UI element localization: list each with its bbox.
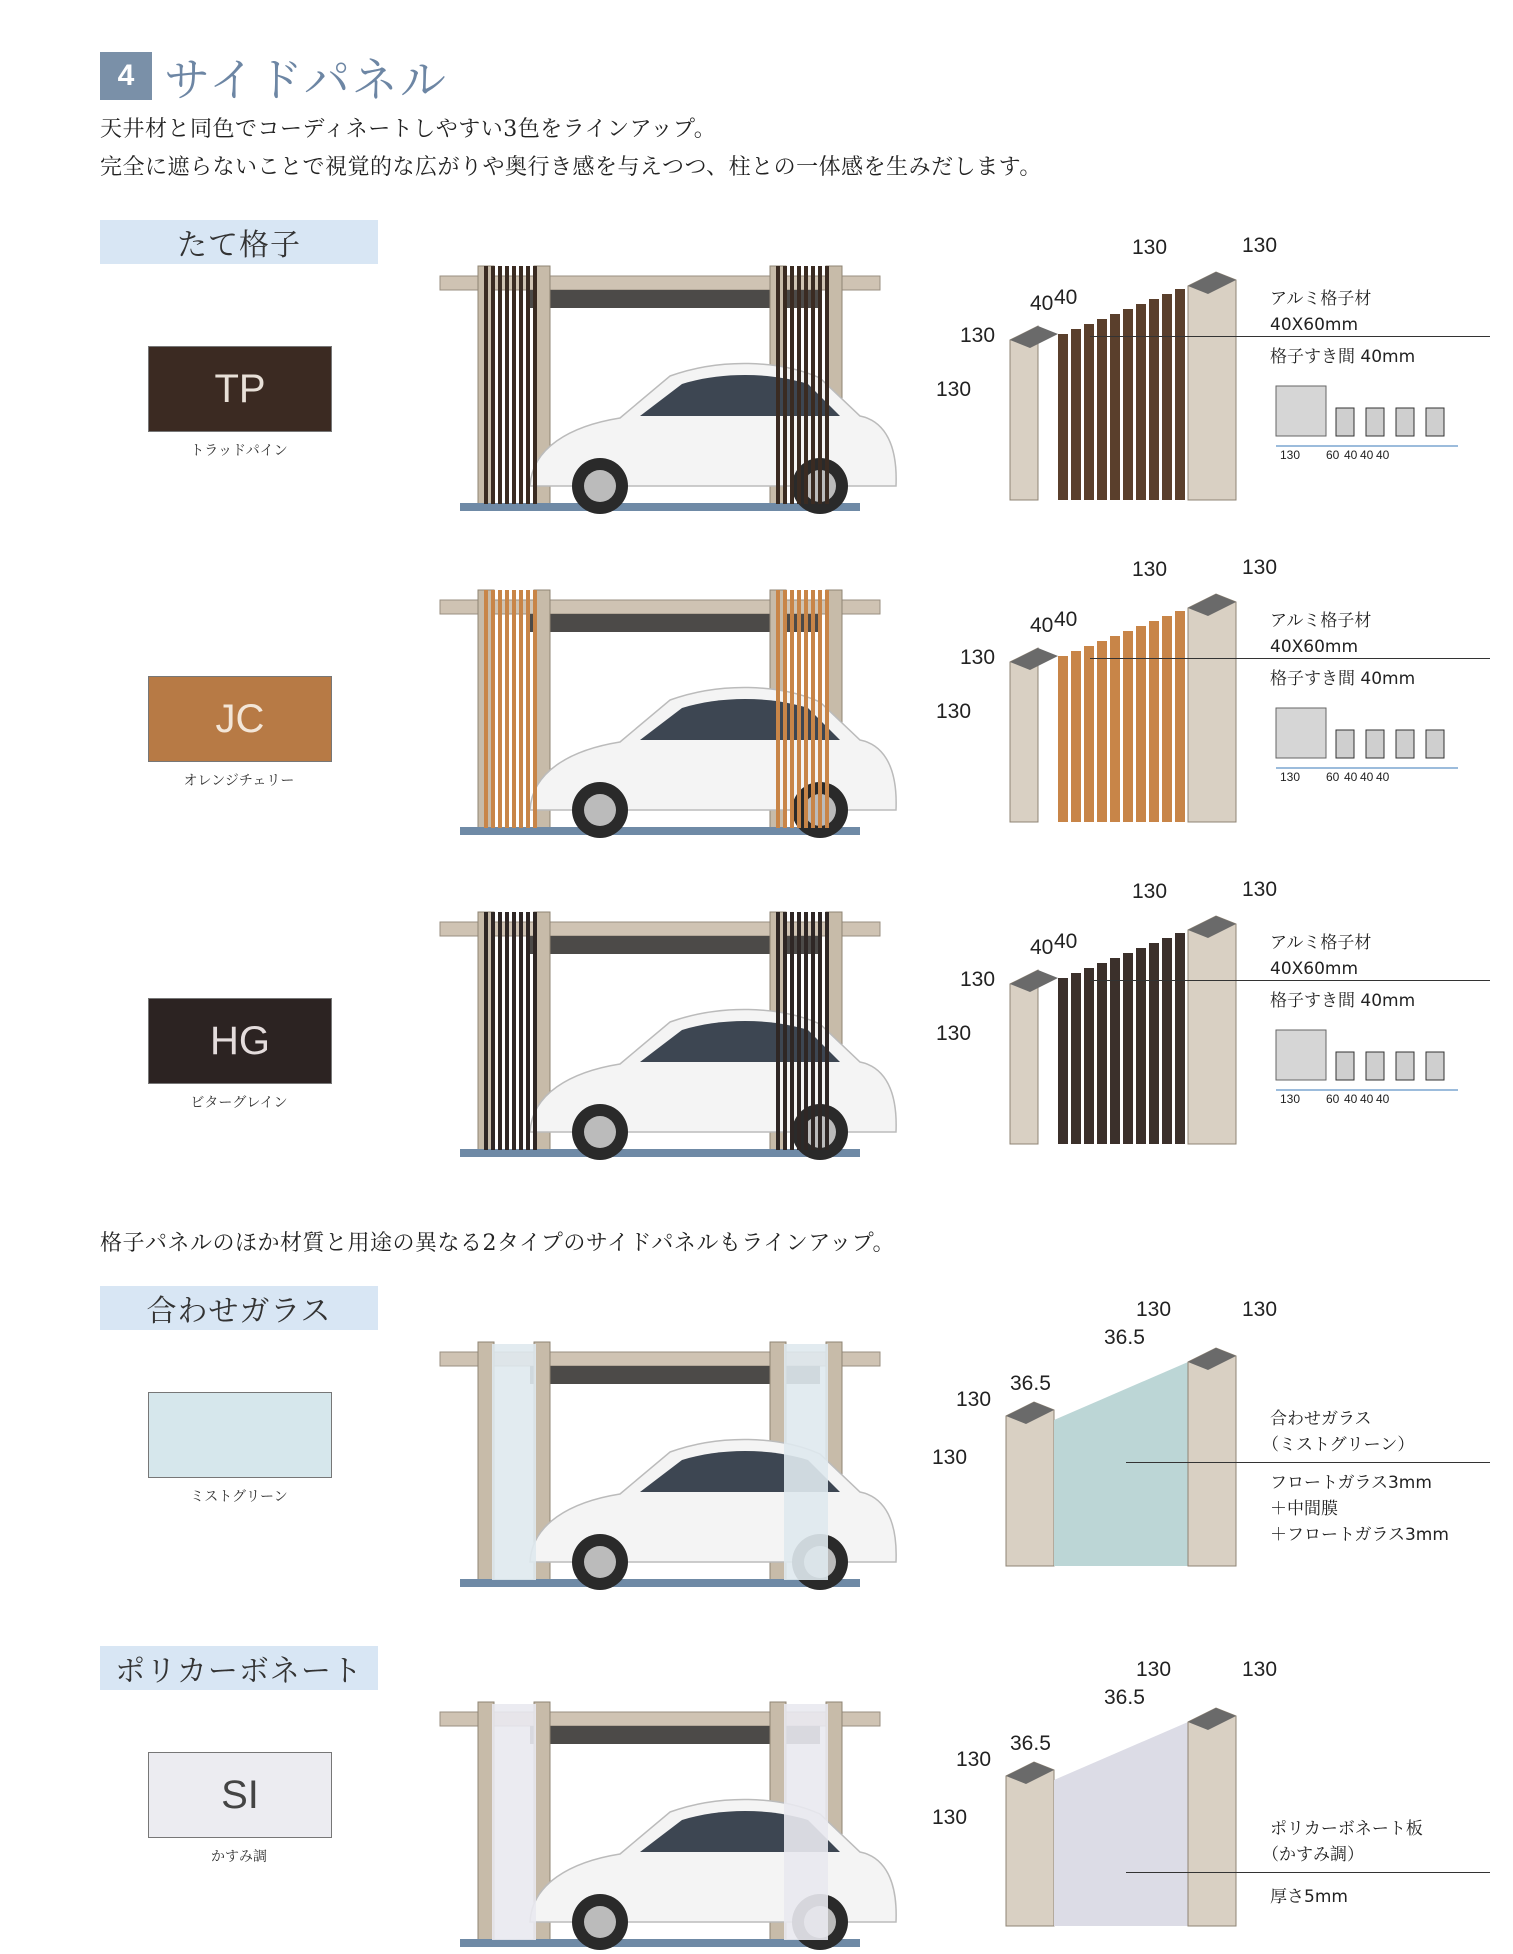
swatch-caption-hg: ビターグレイン bbox=[190, 1095, 288, 1111]
intro-line-2: 完全に遮らないことで視覚的な広がりや奥行き感を与えつつ、柱との一体感を生みだします。 bbox=[100, 155, 1042, 180]
right-post bbox=[1188, 916, 1236, 1144]
material-size: 40X60mm bbox=[1270, 315, 1359, 335]
lattice-slat bbox=[1058, 978, 1068, 1144]
lattice-slat bbox=[1123, 631, 1133, 822]
second-intro: 格子パネルのほか材質と用途の異なる2タイプのサイドパネルもラインアップ。 bbox=[100, 1231, 895, 1256]
lattice-slat bbox=[484, 590, 488, 828]
dim-slat-a: 40 bbox=[1030, 292, 1054, 315]
scale-legend-tp bbox=[1268, 378, 1468, 468]
swatch-caption-poly: かすみ調 bbox=[211, 1849, 267, 1865]
intro-line-1: 天井材と同色でコーディネートしやすい3色をラインアップ。 bbox=[100, 117, 717, 142]
lattice-slat bbox=[1123, 953, 1133, 1144]
lattice-slat bbox=[526, 590, 530, 828]
scale-40a: 40 bbox=[1344, 448, 1358, 462]
lattice-slat bbox=[498, 912, 502, 1150]
lattice-slat bbox=[498, 590, 502, 828]
lattice-slat bbox=[1110, 636, 1120, 822]
dim-slat-b: 40 bbox=[1054, 286, 1078, 309]
lattice-slat bbox=[533, 912, 537, 1150]
lattice-slat bbox=[519, 266, 523, 504]
scale-60: 60 bbox=[1326, 448, 1340, 462]
material-label: アルミ格子材 bbox=[1270, 289, 1372, 309]
lattice-slat bbox=[1097, 963, 1107, 1144]
scale-40b: 40 bbox=[1360, 1092, 1374, 1106]
dim-post-d: 130 bbox=[1242, 878, 1278, 901]
lattice-slat bbox=[790, 590, 794, 828]
slat-section bbox=[1426, 730, 1444, 758]
lattice-slat bbox=[533, 266, 537, 504]
dim-post-d: 130 bbox=[1242, 1658, 1278, 1681]
poly-note-1: ポリカーボネート板 bbox=[1270, 1819, 1423, 1839]
lattice-slat bbox=[1136, 304, 1146, 500]
lattice-slat bbox=[1084, 968, 1094, 1144]
dim-offset-top: 36.5 bbox=[1104, 1686, 1145, 1709]
lattice-slat bbox=[1149, 299, 1159, 500]
lattice-slat bbox=[526, 912, 530, 1150]
left-post bbox=[478, 1702, 494, 1942]
dim-post-w: 130 bbox=[1132, 880, 1168, 903]
dim-post-w: 130 bbox=[1136, 1298, 1172, 1321]
slat-section bbox=[1336, 408, 1354, 436]
lattice-slat bbox=[491, 266, 495, 504]
left-post bbox=[1006, 1402, 1054, 1566]
lattice-slat bbox=[498, 266, 502, 504]
lattice-slat bbox=[825, 912, 829, 1150]
lattice-slat bbox=[797, 590, 801, 828]
lattice-slat bbox=[1149, 943, 1159, 1144]
poly-drawing bbox=[930, 1656, 1490, 1936]
poly-diagram bbox=[930, 1656, 1490, 1936]
slat-section bbox=[1366, 408, 1384, 436]
lattice-slat bbox=[1175, 933, 1185, 1144]
lattice-slat bbox=[790, 912, 794, 1150]
car-hub bbox=[584, 794, 616, 826]
dim-slat-b: 40 bbox=[1054, 930, 1078, 953]
dim-offset-side: 36.5 bbox=[1010, 1372, 1051, 1395]
scale-130: 130 bbox=[1280, 1092, 1301, 1106]
carport-illustration-poly bbox=[420, 1684, 900, 1954]
lattice-slat bbox=[1071, 329, 1081, 500]
scale-40b: 40 bbox=[1360, 448, 1374, 462]
lattice-slat bbox=[825, 266, 829, 504]
dim-side-w: 130 bbox=[960, 646, 996, 669]
post-section bbox=[1276, 708, 1326, 758]
right-post bbox=[1188, 594, 1236, 822]
lattice-slat bbox=[1084, 324, 1094, 500]
lattice-slat bbox=[1097, 641, 1107, 822]
lattice-slat bbox=[484, 912, 488, 1150]
leader-line bbox=[1090, 336, 1490, 337]
lattice-slat bbox=[533, 590, 537, 828]
glass-spec-1: フロートガラス3mm bbox=[1270, 1473, 1432, 1493]
swatch-poly: SI bbox=[148, 1752, 332, 1838]
car-hub bbox=[584, 1546, 616, 1578]
lattice-slat bbox=[818, 912, 822, 1150]
scale-40c: 40 bbox=[1376, 770, 1390, 784]
lattice-slat bbox=[491, 912, 495, 1150]
poly-note-2: （かすみ調） bbox=[1262, 1845, 1364, 1865]
gap-label: 格子すき間 40mm bbox=[1270, 991, 1416, 1011]
side-panel bbox=[784, 1704, 828, 1940]
scale-130: 130 bbox=[1280, 770, 1301, 784]
scale-40c: 40 bbox=[1376, 448, 1390, 462]
lattice-slat bbox=[1071, 651, 1081, 822]
scale-60: 60 bbox=[1326, 770, 1340, 784]
lattice-slat bbox=[505, 590, 509, 828]
lattice-slat bbox=[1136, 626, 1146, 822]
lattice-slat bbox=[1110, 314, 1120, 500]
lattice-slat bbox=[818, 266, 822, 504]
lattice-slat bbox=[1136, 948, 1146, 1144]
page-title: サイドパネル bbox=[164, 53, 448, 107]
dim-side-d: 130 bbox=[936, 1022, 972, 1045]
left-post bbox=[1010, 648, 1038, 822]
slat-section bbox=[1336, 1052, 1354, 1080]
swatch-caption-jc: オレンジチェリー bbox=[183, 773, 295, 789]
lattice-slat bbox=[526, 266, 530, 504]
leader-line bbox=[1090, 658, 1490, 659]
right-post bbox=[1188, 1708, 1236, 1926]
slat-section bbox=[1396, 730, 1414, 758]
scale-60: 60 bbox=[1326, 1092, 1340, 1106]
scale-40c: 40 bbox=[1376, 1092, 1390, 1106]
swatch-tp: TP bbox=[148, 346, 332, 432]
slat-section bbox=[1396, 408, 1414, 436]
lattice-slat bbox=[811, 912, 815, 1150]
lattice-slat bbox=[1097, 319, 1107, 500]
leader-line bbox=[1090, 980, 1490, 981]
side-panel bbox=[784, 1344, 828, 1580]
panel-sheet bbox=[1054, 1722, 1188, 1926]
left-post bbox=[478, 1342, 494, 1582]
glass-diagram bbox=[930, 1296, 1490, 1576]
lattice-slat bbox=[776, 912, 780, 1150]
post-section bbox=[1276, 1030, 1326, 1080]
lattice-slat bbox=[783, 590, 787, 828]
carport-illustration-jc bbox=[420, 572, 900, 842]
lattice-slat bbox=[519, 590, 523, 828]
dim-side-d: 130 bbox=[936, 700, 972, 723]
carport-illustration-hg bbox=[420, 894, 900, 1164]
swatch-jc: JC bbox=[148, 676, 332, 762]
side-panel bbox=[492, 1704, 536, 1940]
dim-slat-a: 40 bbox=[1030, 936, 1054, 959]
dim-side-d: 130 bbox=[932, 1446, 968, 1469]
material-label: アルミ格子材 bbox=[1270, 933, 1372, 953]
material-size: 40X60mm bbox=[1270, 959, 1359, 979]
slat-section bbox=[1396, 1052, 1414, 1080]
left-post bbox=[1010, 970, 1038, 1144]
scale-legend-jc bbox=[1268, 700, 1468, 790]
scale-40a: 40 bbox=[1344, 1092, 1358, 1106]
material-size: 40X60mm bbox=[1270, 637, 1359, 657]
post-section bbox=[1276, 386, 1326, 436]
leader-line bbox=[1126, 1872, 1490, 1873]
section-band-poly: ポリカーボネート bbox=[100, 1646, 378, 1690]
scale-legend-hg bbox=[1268, 1022, 1468, 1112]
lattice-slat bbox=[1149, 621, 1159, 822]
section-band-glass: 合わせガラス bbox=[100, 1286, 378, 1330]
lattice-slat bbox=[776, 266, 780, 504]
lattice-slat bbox=[811, 266, 815, 504]
leader-line bbox=[1126, 1462, 1490, 1463]
lattice-slat bbox=[1058, 656, 1068, 822]
lattice-slat bbox=[811, 590, 815, 828]
scale-40b: 40 bbox=[1360, 770, 1374, 784]
section-number: 4 bbox=[100, 52, 152, 100]
lattice-slat bbox=[1058, 334, 1068, 500]
panel-sheet bbox=[1054, 1362, 1188, 1566]
lattice-slat bbox=[1110, 958, 1120, 1144]
lattice-slat bbox=[1175, 289, 1185, 500]
swatch-caption-glass: ミストグリーン bbox=[190, 1489, 288, 1505]
side-panel bbox=[492, 1344, 536, 1580]
section-band-lattice: たて格子 bbox=[100, 220, 378, 264]
dim-side-w: 130 bbox=[956, 1388, 992, 1411]
glass-note-1: 合わせガラス bbox=[1270, 1409, 1372, 1429]
glass-note-2: （ミストグリーン） bbox=[1262, 1435, 1415, 1455]
left-post bbox=[1006, 1762, 1054, 1926]
lattice-slat bbox=[519, 912, 523, 1150]
slat-section bbox=[1366, 1052, 1384, 1080]
slat-section bbox=[1426, 1052, 1444, 1080]
lattice-slat bbox=[1175, 611, 1185, 822]
slat-section bbox=[1336, 730, 1354, 758]
lattice-slat bbox=[804, 912, 808, 1150]
lattice-slat bbox=[512, 912, 516, 1150]
lattice-slat bbox=[790, 266, 794, 504]
swatch-caption-tp: トラッドパイン bbox=[190, 443, 288, 459]
slat-section bbox=[1426, 408, 1444, 436]
dim-post-w: 130 bbox=[1136, 1658, 1172, 1681]
dim-side-w: 130 bbox=[960, 324, 996, 347]
car-hub bbox=[584, 470, 616, 502]
gap-label: 格子すき間 40mm bbox=[1270, 347, 1416, 367]
lattice-slat bbox=[1162, 294, 1172, 500]
swatch-hg: HG bbox=[148, 998, 332, 1084]
lattice-slat bbox=[484, 266, 488, 504]
lattice-slat bbox=[797, 266, 801, 504]
lattice-slat bbox=[1123, 309, 1133, 500]
dim-post-w: 130 bbox=[1132, 236, 1168, 259]
material-label: アルミ格子材 bbox=[1270, 611, 1372, 631]
lattice-slat bbox=[818, 590, 822, 828]
carport-illustration-tp bbox=[420, 248, 900, 518]
dim-side-d: 130 bbox=[932, 1806, 968, 1829]
lattice-slat bbox=[776, 590, 780, 828]
dim-post-d: 130 bbox=[1242, 1298, 1278, 1321]
right-post bbox=[1188, 272, 1236, 500]
dim-side-w: 130 bbox=[960, 968, 996, 991]
glass-spec-3: ＋フロートガラス3mm bbox=[1270, 1525, 1449, 1545]
swatch-glass bbox=[148, 1392, 332, 1478]
gap-label: 格子すき間 40mm bbox=[1270, 669, 1416, 689]
dim-side-d: 130 bbox=[936, 378, 972, 401]
car-hub bbox=[584, 1906, 616, 1938]
lattice-slat bbox=[825, 590, 829, 828]
lattice-slat bbox=[1162, 938, 1172, 1144]
lattice-slat bbox=[1162, 616, 1172, 822]
carport-illustration-glass bbox=[420, 1324, 900, 1594]
scale-40a: 40 bbox=[1344, 770, 1358, 784]
lattice-slat bbox=[804, 266, 808, 504]
dim-slat-a: 40 bbox=[1030, 614, 1054, 637]
dim-post-d: 130 bbox=[1242, 234, 1278, 257]
poly-spec-1: 厚さ5mm bbox=[1270, 1887, 1348, 1907]
lattice-slat bbox=[1084, 646, 1094, 822]
dim-offset-side: 36.5 bbox=[1010, 1732, 1051, 1755]
dim-post-d: 130 bbox=[1242, 556, 1278, 579]
dim-offset-top: 36.5 bbox=[1104, 1326, 1145, 1349]
lattice-slat bbox=[512, 590, 516, 828]
right-post bbox=[1188, 1348, 1236, 1566]
dim-post-w: 130 bbox=[1132, 558, 1168, 581]
dim-slat-b: 40 bbox=[1054, 608, 1078, 631]
lattice-slat bbox=[1071, 973, 1081, 1144]
dim-side-w: 130 bbox=[956, 1748, 992, 1771]
scale-130: 130 bbox=[1280, 448, 1301, 462]
slat-section bbox=[1366, 730, 1384, 758]
lattice-slat bbox=[505, 912, 509, 1150]
lattice-slat bbox=[783, 266, 787, 504]
lattice-slat bbox=[797, 912, 801, 1150]
glass-spec-2: ＋中間膜 bbox=[1270, 1499, 1338, 1519]
lattice-slat bbox=[783, 912, 787, 1150]
lattice-slat bbox=[512, 266, 516, 504]
lattice-slat bbox=[804, 590, 808, 828]
lattice-slat bbox=[491, 590, 495, 828]
lattice-slat bbox=[505, 266, 509, 504]
left-post bbox=[1010, 326, 1038, 500]
car-hub bbox=[584, 1116, 616, 1148]
